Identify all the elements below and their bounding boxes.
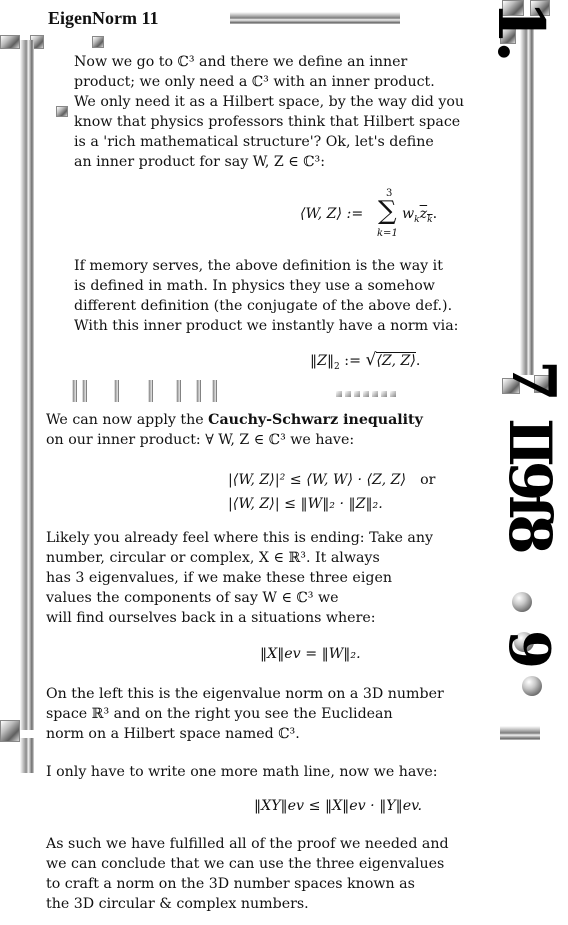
sqrt-symbol: √ [365,350,377,370]
eq-term: w [402,206,415,222]
text-line: will find ourselves back in a situations where: [46,610,376,626]
decor-stick [196,380,201,402]
text-line: As such we have fulfilled all of the proof we needed and [46,836,449,852]
text-line: values the components of say W ∈ ℂ³ we [46,590,339,606]
corner-tile [92,36,104,48]
text-line: is a 'rich mathematical structure'? Ok, let's define [74,134,434,150]
equation-norm [310,350,420,372]
decor-stick [72,380,77,402]
eq-conj-sub: k [427,214,433,225]
sum-symbol: ∑ [378,196,397,226]
paragraph-intro [74,52,464,172]
text-line: space ℝ³ and on the right you see the Euclidean [46,706,393,722]
decor-stick [176,380,181,402]
right-frame-bar [520,20,534,375]
text-line: we can conclude that we can use the three eigenvalues [46,856,445,872]
text-line: number, circular or complex, X ∈ ℝ³. It always [46,550,380,566]
rotated-glyph-graphic: 1. [483,0,558,59]
text-line: On the left this is the eigenvalue norm on a 3D number [46,686,444,702]
eq-end: . [415,353,421,369]
text-line: on our inner product: ∀ W, Z ∈ ℂ³ we have: [46,432,355,448]
text-line: know that physics professors think that Hilbert space [74,114,461,130]
eq-line: |⟨W, Z⟩| ≤ ‖W‖₂ · ‖Z‖₂. [228,496,383,512]
text-line: is defined in math. In physics they use a somehow [74,278,435,294]
text-line: to craft a norm on the 3D number spaces known as [46,876,415,892]
text-segment: We can now apply the [46,412,209,428]
text-line: Likely you already feel where this is ending: Take any [46,530,434,546]
paragraph-conclusion [46,834,449,914]
text-line: I only have to write one more math line, now we have: [46,764,438,780]
eq-line: |⟨W, Z⟩|² ≤ ⟨W, W⟩ · ⟨Z, Z⟩ [228,472,407,488]
paragraph-cauchy-schwarz [46,410,423,450]
decor-stick [114,380,119,402]
bullet-tile [56,106,68,117]
rotated-glyph-graphic: Ⅱ9ſ8 [496,418,564,549]
eq-end: . [432,206,438,222]
paragraph-comparison [46,684,444,744]
text-line: If memory serves, the above definition is the way it [74,258,443,274]
page-title: EigenNorm 11 [48,8,159,28]
eq-or: or [420,472,436,488]
corner-tile [0,35,20,49]
paragraph-one-more-line [46,762,438,782]
text-line: Now we go to ℂ³ and there we define an inner [74,54,408,70]
eq-radicand: ⟨Z, Z⟩ [376,353,416,369]
corner-tile [0,720,20,742]
text-line: We only need it as a Hilbert space, by the way did you [74,94,465,110]
text-line: different definition (the conjugate of the above def.). [74,298,453,314]
decor-stick [212,380,217,402]
rotated-glyph-graphic: 7 [498,360,568,400]
text-line: norm on a Hilbert space named ℂ³. [46,726,300,742]
decor-stick [148,380,153,402]
left-frame-stub [20,738,34,773]
decor-sphere [522,676,542,696]
decor-sphere [512,592,532,612]
text-line: the 3D circular & complex numbers. [46,896,309,912]
sum-upper: 3 [386,188,393,199]
eq-mid: := [339,353,366,369]
eq-lhs: ‖Z‖ [310,353,335,369]
paragraph-definition-note [74,256,458,336]
text-line: an inner product for say W, Z ∈ ℂ³: [74,154,325,170]
decor-stick [82,380,87,402]
paragraph-eigenvalues [46,528,433,628]
eq-term-sub: k [414,214,420,225]
rotated-glyph-graphic: 9 [496,630,562,665]
equation-cauchy-schwarz [228,468,435,516]
eq-lhs: ⟨W, Z⟩ := [300,206,364,222]
right-bottom-bar [500,726,540,740]
eq-sub: 2 [334,361,340,372]
sum-lower: k=1 [377,228,398,239]
text-line: has 3 eigenvalues, if we make these three eigen [46,570,392,586]
eq-conj: $\overline{z}$ [419,206,428,222]
bold-term: Cauchy-Schwarz inequality [208,412,423,428]
text-line: With this inner product we instantly have a norm via: [74,318,459,334]
text-line: product; we only need a ℂ³ with an inner product. [74,74,435,90]
equation-eigen-norm: ‖X‖ev = ‖W‖₂. [260,646,361,662]
equation-submultiplicative: ‖XY‖ev ≤ ‖X‖ev · ‖Y‖ev. [254,798,422,814]
top-decor-bar [230,12,400,24]
left-frame-bar [20,40,34,730]
decor-dots [336,382,399,401]
